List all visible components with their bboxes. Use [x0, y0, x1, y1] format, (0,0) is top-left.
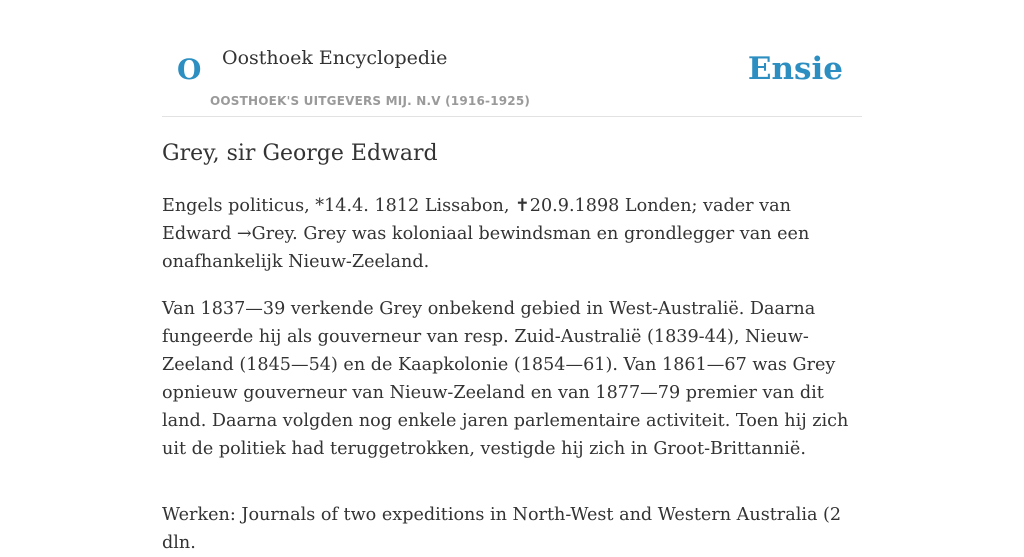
ensie-home-link[interactable]: Ensie [747, 51, 843, 87]
article-title: Grey, sir George Edward [162, 141, 438, 166]
article-paragraph: Van 1837—39 verkende Grey onbekend gebied in West-Australië. Daarna fungeerde hij als gouverneur van resp. Zuid-Australië (1839-44), Nieuw-Zeeland (1845—54) en de Kaapkolonie (1854—61). Van 1861—67 was Grey opnieuw gouverneur van Nieuw-Zeeland en van 1877—79 premier van dit land. Daarna volgden nog enkele jaren parlementaire activiteit. Toen hij zich uit de politiek had teruggetrokken, vestigde hij zich in Groot-Brittannië. [162, 299, 849, 459]
article-paragraph: Werken: Journals of two expeditions in North-West and Western Australia (2 dln. [162, 505, 842, 553]
article-paragraph: Engels politicus, *14.4. 1812 Lissabon, ✝20.9.1898 Londen; vader van Edward →Grey. Grey was koloniaal bewindsman en grondlegger van een onafhankelijk Nieuw-Zeeland. [162, 196, 810, 272]
book-title-link[interactable]: Oosthoek Encyclopedie [222, 47, 448, 69]
encyclopedia-logo-icon[interactable]: O [177, 53, 202, 86]
site-header [162, 0, 862, 117]
publisher-label: OOSTHOEK'S UITGEVERS MIJ. N.V (1916-1925) [210, 94, 531, 108]
article [162, 138, 862, 557]
